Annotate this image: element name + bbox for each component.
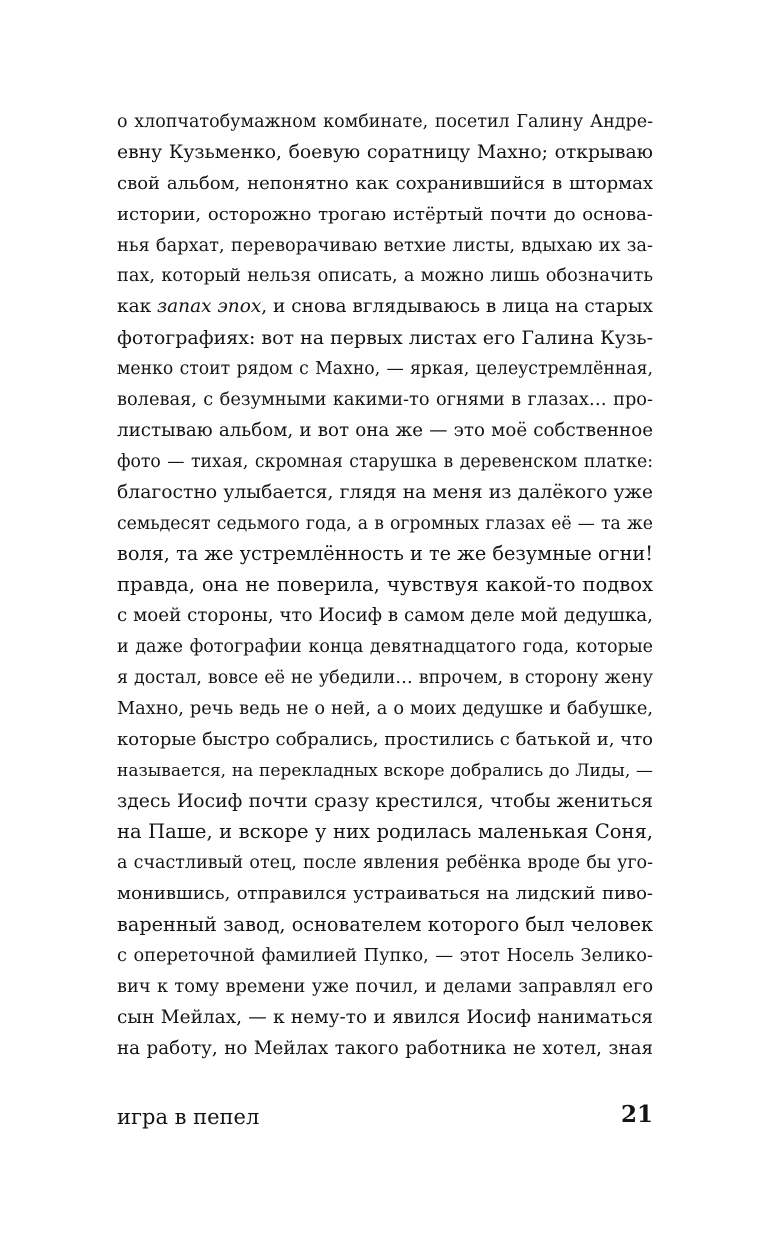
text-line: с опереточной фамилией Пупко, — этот Носель Зелико-: [117, 946, 653, 967]
text-line: листываю альбом, и вот она же — это моё собственное: [117, 419, 653, 441]
text-line: воля, та же устремлённость и те же безумные огни!: [117, 542, 653, 566]
text-line: сын Мейлах, — к нему-то и явился Иосиф наниматься: [117, 1006, 653, 1028]
text-segment: , и снова вглядываюсь в лица на старых: [261, 296, 653, 318]
text-line: а счастливый отец, после явления ребёнка вроде бы уго-: [117, 853, 653, 874]
text-segment: как: [117, 296, 158, 318]
text-line: варенный завод, основателем которого был человек: [117, 913, 653, 937]
text-line: свой альбом, непонятно как сохранившийся в штормах: [117, 172, 653, 194]
text-line: менко стоит рядом с Махно, — яркая, целеустремлённая,: [117, 359, 653, 380]
running-footer-title: игра в пепел: [117, 1105, 260, 1129]
text-line: евну Кузьменко, боевую соратницу Махно; открываю: [117, 141, 653, 163]
body-text: [117, 107, 653, 1065]
text-line: здесь Иосиф почти сразу крестился, чтобы жениться: [117, 790, 653, 812]
text-line: фото — тихая, скромная старушка в деревенском платке:: [117, 451, 653, 472]
text-line: с моей стороны, что Иосиф в самом деле мой дедушка,: [117, 605, 653, 627]
text-line: монившись, отправился устраиваться на лидский пиво-: [117, 883, 653, 905]
text-line: истории, осторожно трогаю истёртый почти до основа-: [117, 203, 653, 225]
text-line: семьдесят седьмого года, а в огромных глазах её — та же: [117, 513, 653, 534]
text-line: называется, на перекладных вскоре добрались до Лиды, —: [117, 760, 653, 781]
text-line: благостно улыбается, глядя на меня из далёкого уже: [117, 481, 653, 503]
text-line: нья бархат, переворачиваю ветхие листы, вдыхаю их за-: [117, 235, 653, 256]
text-line: пах, который нельзя описать, а можно лишь обозначить: [117, 266, 653, 287]
text-line: [117, 292, 653, 323]
text-line: вич к тому времени уже почил, и делами заправлял его: [117, 976, 653, 997]
text-line: которые быстро собрались, простились с батькой и, что: [117, 728, 653, 750]
page-number: 21: [620, 1101, 653, 1128]
text-line: на Паше, и вскоре у них родилась маленькая Соня,: [117, 820, 653, 844]
text-line: правда, она не поверила, чувствуя какой-то подвох: [117, 573, 653, 597]
text-line: Махно, речь ведь не о ней, а о моих дедушке и бабушке,: [117, 698, 653, 719]
text-line: и даже фотографии конца девятнадцатого года, которые: [117, 637, 653, 658]
italic-phrase: запах эпох: [157, 296, 262, 318]
text-line: о хлопчатобумажном комбинате, посетил Галину Андре-: [117, 112, 653, 132]
text-line: фотографиях: вот на первых листах его Галина Кузь-: [117, 327, 654, 350]
text-line: я достал, вовсе её не убедили… впрочем, в сторону жену: [117, 668, 653, 689]
text-line: на работу, но Мейлах такого работника не хотел, зная: [117, 1037, 653, 1059]
text-line: волевая, с безумными какими-то огнями в глазах… про-: [117, 390, 653, 411]
